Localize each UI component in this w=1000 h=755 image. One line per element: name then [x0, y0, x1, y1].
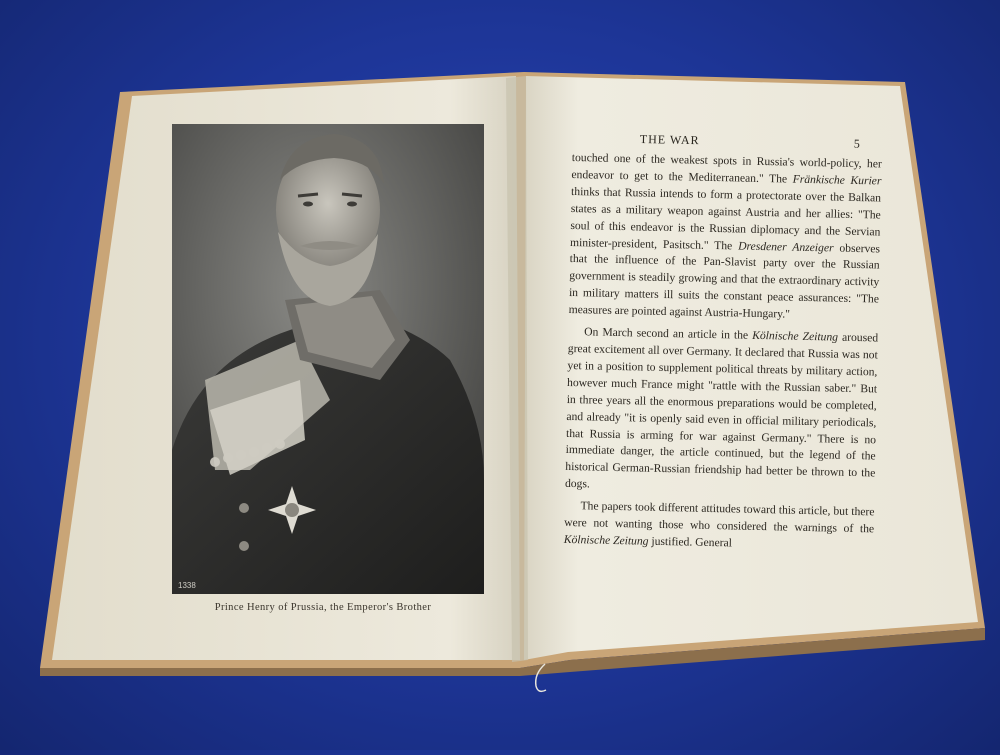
text-run: On March second an article in the	[584, 325, 753, 342]
plate-mark: 1338	[178, 581, 196, 590]
newspaper-title: Dresdener Anzeiger	[738, 239, 834, 255]
portrait-caption: Prince Henry of Prussia, the Emperor's Brother	[214, 602, 432, 613]
portrait-plate	[172, 124, 484, 594]
text-run: thinks that Russia intends to form a protectorate over the Balkan states as a military weapon against Austria and her allies: "The soul of this endeavor is the Russian diplomacy and the Servian minister-president, Pasitsch." The	[569, 184, 882, 253]
text-run: touched one of the weakest spots in Russia's world-policy, her endeavor to get to the Mediterranean." The	[571, 150, 882, 186]
paragraph-2	[565, 324, 878, 500]
newspaper-title: Kölnische Zeitung	[752, 328, 839, 344]
page-number: 5	[853, 136, 861, 151]
running-head-title: THE WAR	[639, 132, 700, 148]
page-body-text	[564, 150, 882, 555]
text-run: justified. General	[648, 534, 733, 550]
text-run: aroused great excitement all over Germany. It declared that Russia was not yet in a position to supplement political threats by military action, however much France might "rattle with the Russian saber." But in three years all the enormous preparations would be completed, and already "it is openly said even in official military periodicals, that Russia is arming for war against Germany." There is no immediate danger, the article continued, but the legend of the historical German-Russian friendship had better be thrown to the dogs.	[564, 330, 879, 491]
paragraph-3	[564, 498, 875, 555]
text-run: observes that the influence of the Pan-Slavist party over the Russian government is steadily growing and that the extraordinary activity in military matters ill suits the constant peace assurances: "The measures are pointed against Austria-Hungary."	[568, 241, 881, 321]
newspaper-title: Kölnische Zeitung	[563, 532, 649, 548]
text-run: The papers took different attitudes toward this article, but there were not wanting those who considered the warnings of the	[564, 499, 875, 536]
paragraph-1	[568, 150, 881, 326]
newspaper-title: Fränkische Kurier	[792, 172, 882, 188]
